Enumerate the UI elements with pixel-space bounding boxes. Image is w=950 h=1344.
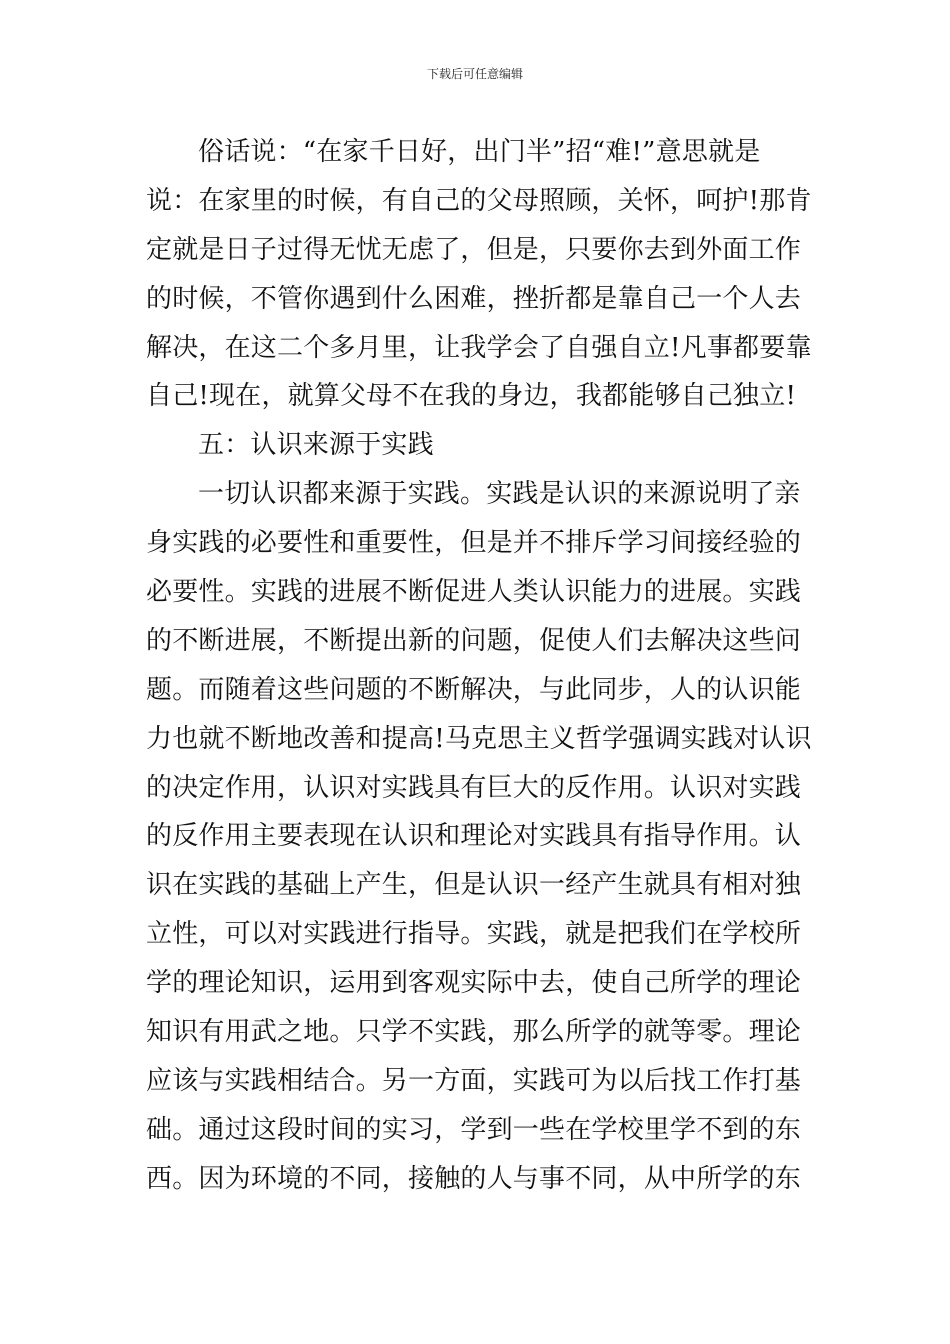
paragraph-line: 解决，在这二个多月里，让我学会了自强自立!凡事都要靠 <box>146 332 812 363</box>
paragraph-line: 学的理论知识，运用到客观实际中去，使自己所学的理论 <box>146 968 802 999</box>
paragraph-line: 知识有用武之地。只学不实践，那么所学的就等零。理论 <box>146 1017 802 1048</box>
paragraph-line: 自己!现在，就算父母不在我的身边，我都能够自己独立! <box>146 381 797 412</box>
header-note: 下载后可任意编辑 <box>426 67 523 81</box>
paragraph-line: 础。通过这段时间的实习，学到一些在学校里学不到的东 <box>146 1114 802 1145</box>
paragraph-line: 必要性。实践的进展不断促进人类认识能力的进展。实践 <box>146 577 802 608</box>
paragraph-line: 的反作用主要表现在认识和理论对实践具有指导作用。认 <box>146 821 802 852</box>
paragraph-line: 的决定作用，认识对实践具有巨大的反作用。认识对实践 <box>146 772 802 803</box>
paragraph-line: 定就是日子过得无忧无虑了，但是，只要你去到外面工作 <box>146 234 802 265</box>
body-text <box>146 128 812 1204</box>
paragraph-line: 识在实践的基础上产生，但是认识一经产生就具有相对独 <box>146 870 802 901</box>
paragraph-line: 立性，可以对实践进行指导。实践，就是把我们在学校所 <box>146 919 802 950</box>
section-heading: 五：认识来源于实践 <box>198 430 434 461</box>
paragraph-line: 的时候，不管你遇到什么困难，挫折都是靠自己一个人去 <box>146 283 802 314</box>
paragraph-line: 应该与实践相结合。另一方面，实践可为以后找工作打基 <box>146 1065 802 1096</box>
paragraph-line: 题。而随着这些问题的不断解决，与此同步，人的认识能 <box>146 674 802 705</box>
paragraph-line: 身实践的必要性和重要性，但是并不排斥学习间接经验的 <box>146 528 802 559</box>
paragraph-line: 西。因为环境的不同，接触的人与事不同，从中所学的东 <box>146 1163 802 1194</box>
paragraph-line: 一切认识都来源于实践。实践是认识的来源说明了亲 <box>198 479 801 510</box>
paragraph-line: 说：在家里的时候，有自己的父母照顾，关怀，呵护!那肯 <box>146 185 812 216</box>
paragraph-line: 俗话说：“在家千日好，出门半”招“难!”意思就是 <box>198 137 761 167</box>
paragraph-line: 力也就不断地改善和提高!马克思主义哲学强调实践对认识 <box>146 723 812 754</box>
paragraph-line: 的不断进展，不断提出新的问题，促使人们去解决这些问 <box>146 625 802 656</box>
